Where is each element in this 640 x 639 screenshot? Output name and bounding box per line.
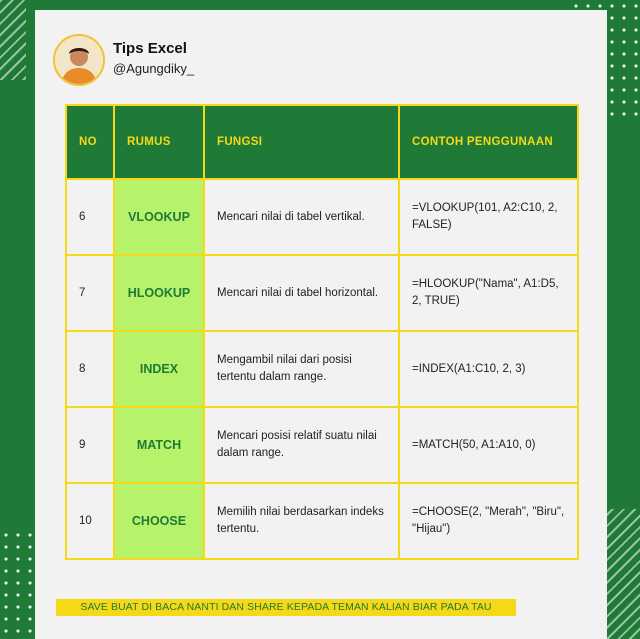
table-header-row	[66, 105, 578, 179]
cell-contoh: =INDEX(A1:C10, 2, 3)	[399, 331, 578, 407]
header-contoh: CONTOH PENGGUNAAN	[399, 105, 578, 179]
save-share-banner: SAVE BUAT DI BACA NANTI DAN SHARE KEPADA TEMAN KALIAN BIAR PADA TAU	[56, 599, 516, 616]
cell-fungsi: Mengambil nilai dari posisi tertentu dalam range.	[204, 331, 399, 407]
cell-no: 7	[66, 255, 114, 331]
cell-fungsi: Mencari nilai di tabel vertikal.	[204, 179, 399, 255]
cell-no: 9	[66, 407, 114, 483]
cell-rumus: INDEX	[114, 331, 204, 407]
cell-no: 10	[66, 483, 114, 559]
cell-contoh: =VLOOKUP(101, A2:C10, 2, FALSE)	[399, 179, 578, 255]
cell-contoh: =MATCH(50, A1:A10, 0)	[399, 407, 578, 483]
cell-fungsi: Memilih nilai berdasarkan indeks tertentu.	[204, 483, 399, 559]
avatar[interactable]	[53, 34, 105, 86]
cell-fungsi: Mencari nilai di tabel horizontal.	[204, 255, 399, 331]
cell-contoh: =CHOOSE(2, "Merah", "Biru", "Hijau")	[399, 483, 578, 559]
person-icon	[55, 36, 103, 84]
cell-fungsi: Mencari posisi relatif suatu nilai dalam range.	[204, 407, 399, 483]
post-card	[35, 10, 607, 639]
table-row	[66, 407, 578, 483]
cell-rumus: HLOOKUP	[114, 255, 204, 331]
table-row	[66, 331, 578, 407]
author-name[interactable]: Tips Excel	[113, 40, 187, 57]
cell-rumus: VLOOKUP	[114, 179, 204, 255]
decorative-stripes-top-left	[0, 0, 26, 80]
cell-no: 6	[66, 179, 114, 255]
table-row	[66, 483, 578, 559]
author-handle[interactable]: @Agungdiky_	[113, 61, 195, 76]
header-no: NO	[66, 105, 114, 179]
header-fungsi: FUNGSI	[204, 105, 399, 179]
cell-contoh: =HLOOKUP("Nama", A1:D5, 2, TRUE)	[399, 255, 578, 331]
table-row	[66, 255, 578, 331]
header-rumus: RUMUS	[114, 105, 204, 179]
cell-no: 8	[66, 331, 114, 407]
formula-table	[65, 104, 579, 560]
cell-rumus: CHOOSE	[114, 483, 204, 559]
cell-rumus: MATCH	[114, 407, 204, 483]
table-row	[66, 179, 578, 255]
